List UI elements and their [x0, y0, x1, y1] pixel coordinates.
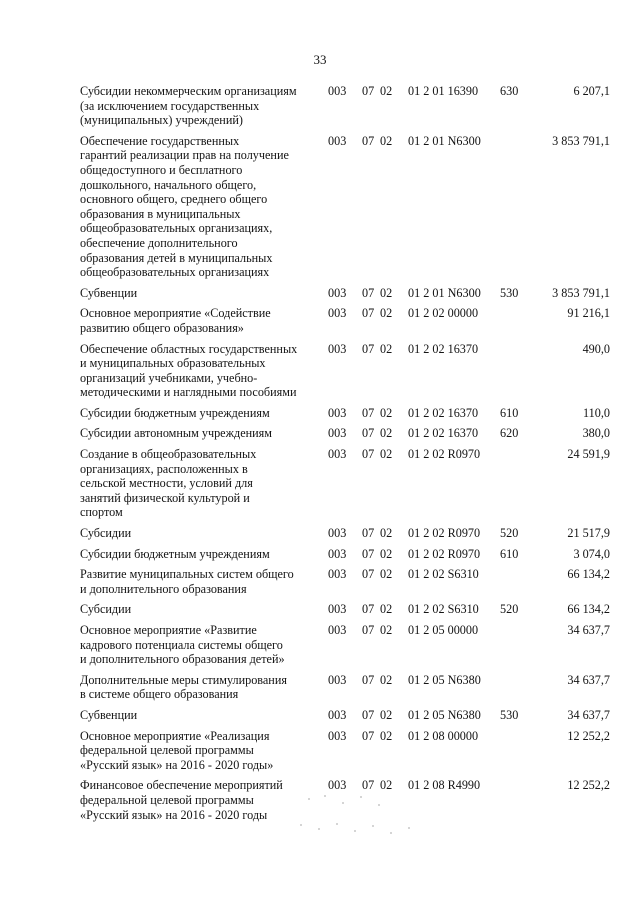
table-row — [80, 406, 610, 421]
page-number: 33 — [313, 52, 327, 67]
row-csr: 01 2 08 00000 — [408, 728, 479, 743]
row-rz: 07 — [362, 526, 375, 541]
row-name: Обеспечение областных государственных и муниципальных образовательных организаций учебниками, учебно- методическими и наглядными пособиями — [80, 341, 298, 400]
row-amount: 24 591,9 — [567, 447, 610, 462]
row-name: Финансовое обеспечение мероприятий федеральной целевой программы «Русский язык» на 2016 - 2020 годы — [80, 778, 283, 822]
row-csr: 01 2 02 16370 — [408, 341, 479, 356]
row-vr: 620 — [500, 426, 519, 441]
row-pr: 02 — [380, 602, 393, 617]
row-vr: 610 — [500, 405, 519, 420]
row-rz: 07 — [362, 567, 375, 582]
row-csr: 01 2 02 R0970 — [408, 526, 481, 541]
row-amount: 380,0 — [582, 426, 610, 441]
table-row — [80, 84, 610, 128]
row-rz: 07 — [362, 133, 375, 148]
table-row — [80, 602, 610, 617]
row-name: Субсидии — [80, 526, 132, 541]
row-name: Субсидии бюджетным учреждениям — [80, 546, 270, 561]
row-vr: 530 — [500, 285, 519, 300]
row-pr: 02 — [380, 405, 393, 420]
row-rz: 07 — [362, 672, 375, 687]
row-name: Основное мероприятие «Содействие развитию общего образования» — [80, 306, 271, 335]
row-amount: 490,0 — [582, 341, 610, 356]
table-row — [80, 673, 610, 702]
row-pr: 02 — [380, 707, 393, 722]
row-csr: 01 2 02 16370 — [408, 426, 479, 441]
table-row — [80, 286, 610, 301]
row-amount: 34 637,7 — [567, 623, 610, 637]
budget-table — [80, 84, 610, 828]
row-rz: 07 — [362, 623, 375, 637]
row-ved: 003 — [328, 526, 347, 541]
row-ved: 003 — [328, 84, 347, 98]
row-csr: 01 2 05 N6380 — [408, 672, 481, 687]
row-ved: 003 — [328, 306, 347, 321]
row-ved: 003 — [328, 707, 347, 722]
row-pr: 02 — [380, 447, 393, 462]
row-ved: 003 — [328, 341, 347, 356]
row-rz: 07 — [362, 341, 375, 356]
table-row — [80, 306, 610, 335]
row-amount: 66 134,2 — [567, 602, 610, 617]
row-amount: 34 637,7 — [567, 707, 610, 722]
table-row — [80, 729, 610, 773]
row-vr: 530 — [500, 707, 519, 722]
table-row — [80, 547, 610, 562]
row-csr: 01 2 01 N6300 — [408, 285, 481, 300]
row-amount: 34 637,7 — [567, 672, 610, 687]
row-csr: 01 2 02 S6310 — [408, 602, 479, 617]
row-pr: 02 — [380, 526, 393, 541]
row-pr: 02 — [380, 778, 393, 793]
table-row — [80, 447, 610, 520]
row-name: Создание в общеобразовательных организациях, расположенных в сельской местности, условий для занятий физической культурой и спортом — [80, 447, 257, 520]
row-ved: 003 — [328, 602, 347, 617]
table-row — [80, 342, 610, 400]
row-pr: 02 — [380, 623, 393, 637]
row-rz: 07 — [362, 728, 375, 743]
row-rz: 07 — [362, 707, 375, 722]
row-pr: 02 — [380, 306, 393, 321]
row-rz: 07 — [362, 84, 375, 98]
row-amount: 66 134,2 — [567, 567, 610, 582]
row-pr: 02 — [380, 341, 393, 356]
row-pr: 02 — [380, 546, 393, 561]
row-rz: 07 — [362, 447, 375, 462]
row-csr: 01 2 01 16390 — [408, 84, 479, 98]
row-rz: 07 — [362, 546, 375, 561]
row-name: Субвенции — [80, 707, 138, 722]
row-vr: 610 — [500, 546, 519, 561]
row-name: Дополнительные меры стимулирования в системе общего образования — [80, 672, 287, 702]
row-ved: 003 — [328, 672, 347, 687]
table-row — [80, 567, 610, 596]
row-name: Субсидии автономным учреждениям — [80, 426, 272, 441]
row-ved: 003 — [328, 285, 347, 300]
row-pr: 02 — [380, 728, 393, 743]
row-rz: 07 — [362, 602, 375, 617]
table-row — [80, 526, 610, 541]
row-pr: 02 — [380, 285, 393, 300]
row-csr: 01 2 08 R4990 — [408, 778, 481, 793]
row-amount: 21 517,9 — [567, 526, 610, 541]
row-csr: 01 2 02 R0970 — [408, 447, 481, 462]
row-amount: 3 853 791,1 — [552, 133, 610, 148]
row-amount: 91 216,1 — [567, 306, 610, 321]
row-rz: 07 — [362, 426, 375, 441]
row-amount: 3 853 791,1 — [552, 285, 610, 300]
row-name: Субсидии бюджетным учреждениям — [80, 405, 270, 420]
table-row — [80, 708, 610, 723]
row-pr: 02 — [380, 133, 393, 148]
row-csr: 01 2 02 16370 — [408, 405, 479, 420]
row-ved: 003 — [328, 728, 347, 743]
row-pr: 02 — [380, 672, 393, 687]
row-csr: 01 2 01 N6300 — [408, 133, 481, 148]
row-name: Субсидии некоммерческим организациям (за исключением государственных (муниципальных) учреждений) — [80, 84, 297, 128]
row-csr: 01 2 05 N6380 — [408, 707, 481, 722]
row-vr: 520 — [500, 526, 519, 541]
row-pr: 02 — [380, 567, 393, 582]
row-ved: 003 — [328, 778, 347, 793]
table-row — [80, 623, 610, 667]
row-name: Субсидии — [80, 602, 132, 617]
row-csr: 01 2 02 00000 — [408, 306, 479, 321]
row-vr: 520 — [500, 602, 519, 617]
row-rz: 07 — [362, 306, 375, 321]
row-ved: 003 — [328, 567, 347, 582]
row-pr: 02 — [380, 426, 393, 441]
row-amount: 6 207,1 — [573, 84, 610, 98]
row-csr: 01 2 05 00000 — [408, 623, 479, 637]
row-name: Развитие муниципальных систем общего и дополнительного образования — [80, 567, 294, 596]
faint-stamp-marks — [290, 790, 430, 850]
row-amount: 12 252,2 — [567, 728, 610, 743]
row-name: Субвенции — [80, 285, 138, 300]
row-csr: 01 2 02 S6310 — [408, 567, 479, 582]
row-name: Основное мероприятие «Реализация федеральной целевой программы «Русский язык» на 2016 - 2020 годы» — [80, 728, 274, 772]
row-ved: 003 — [328, 426, 347, 441]
row-ved: 003 — [328, 447, 347, 462]
row-csr: 01 2 02 R0970 — [408, 546, 481, 561]
table-row — [80, 426, 610, 441]
row-amount: 3 074,0 — [573, 546, 610, 561]
row-ved: 003 — [328, 623, 347, 637]
row-ved: 003 — [328, 405, 347, 420]
table-row — [80, 134, 610, 280]
row-amount: 12 252,2 — [567, 778, 610, 793]
row-pr: 02 — [380, 84, 393, 98]
row-rz: 07 — [362, 285, 375, 300]
row-ved: 003 — [328, 133, 347, 148]
row-name: Обеспечение государственных гарантий реализации прав на получение общедоступного и бесплатного дошкольного, начального общего, основного общего, среднего общего образования в муниципальных общеобразовательных организациях, обеспечение дополнительного образования детей в муниципальных общеобразовательных организациях — [80, 133, 289, 280]
row-rz: 07 — [362, 405, 375, 420]
row-vr: 630 — [500, 84, 519, 98]
row-ved: 003 — [328, 546, 347, 561]
row-name: Основное мероприятие «Развитие кадрового потенциала системы общего и дополнительного образования детей» — [80, 623, 285, 667]
row-rz: 07 — [362, 778, 375, 793]
row-amount: 110,0 — [583, 405, 610, 420]
